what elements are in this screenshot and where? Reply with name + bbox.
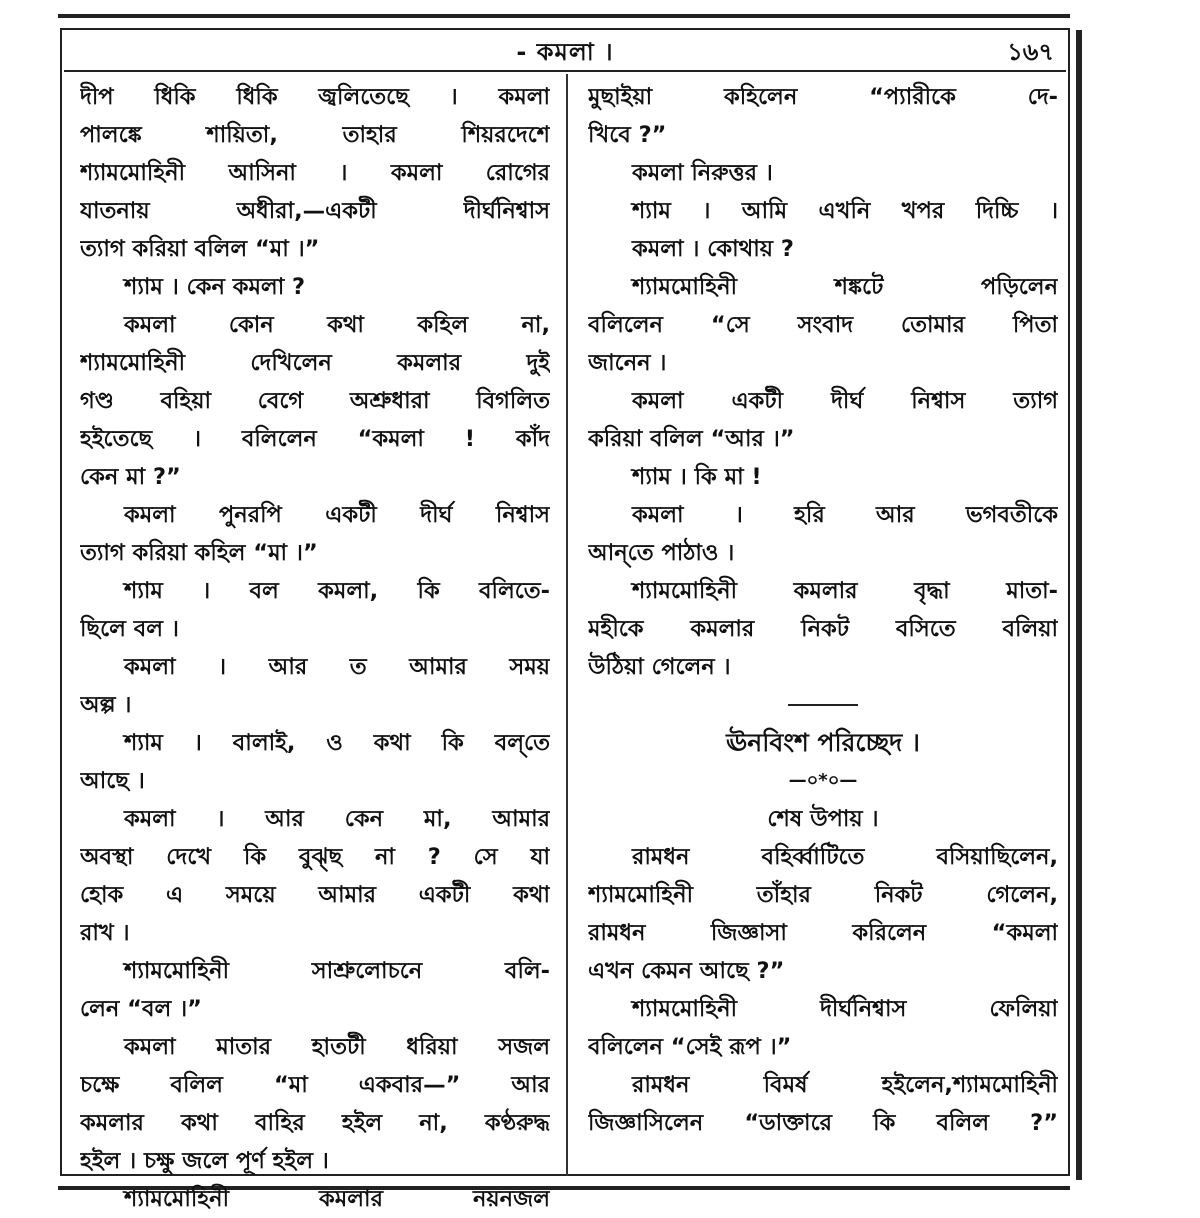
text-line: রাখ । [80, 920, 130, 946]
column-divider [566, 74, 568, 1176]
right-column [588, 78, 1058, 1142]
text-line: ছিলে বল । [80, 616, 179, 642]
text-line: কমলা মাতার হাতটী ধরিয়া সজল [124, 1034, 550, 1060]
text-line: হইল । চক্ষু জলে পূর্ণ হইল । [80, 1148, 329, 1174]
ornament: —০*০— [788, 770, 858, 791]
text-line: শ্যামমোহিনী তাঁহার নিকট গেলেন, [588, 882, 1058, 908]
text-line: রামধন বিমর্ষ হইলেন,শ্যামমোহিনী [632, 1072, 1058, 1098]
text-line: কমলা নিরুত্তর । [632, 160, 773, 186]
text-line: শ্যামমোহিনী দেখিলেন কমলার দুই [80, 350, 550, 376]
text-line: শ্যামমোহিনী শঙ্কটে পড়িলেন [632, 274, 1058, 300]
text-line: মুছাইয়া কহিলেন “প্যারীকে দে- [588, 84, 1058, 110]
text-line: জিজ্ঞাসিলেন “ডাক্তারে কি বলিল ?” [588, 1110, 1058, 1136]
text-line: পালঙ্কে শায়িতা, তাহার শিয়রদেশে [80, 122, 550, 148]
text-line: করিয়া বলিল “আর ।” [588, 426, 795, 452]
chapter-title: ঊনবিংশ পরিচ্ছেদ । [726, 728, 920, 757]
text-line: শ্যাম । আমি এখনি খপর দিচ্চি । [632, 198, 1058, 224]
section-title: শেষ উপায় । [767, 806, 879, 832]
text-line: কমলা । আর কেন মা, আমার [124, 806, 550, 832]
text-line: শ্যাম । বল কমলা, কি বলিতে- [124, 578, 550, 604]
text-line: ত্যাগ করিয়া বলিল “মা ।” [80, 236, 320, 262]
text-line: যাতনায় অধীরা,—একটী দীর্ঘনিশ্বাস [80, 198, 550, 224]
text-line: এখন কেমন আছে ?” [588, 958, 785, 984]
text-line: শ্যাম । বালাই, ও কথা কি বল্‌তে [124, 730, 550, 756]
text-line: কেন মা ?” [80, 464, 181, 490]
text-line: আন্‌তে পাঠাও । [588, 540, 735, 566]
text-line: উঠিয়া গেলেন । [588, 654, 731, 680]
text-line: জানেন । [588, 350, 667, 376]
text-line: কমলা কোন কথা কহিল না, [124, 312, 550, 338]
text-line: শ্যামমোহিনী সাশ্রুলোচনে বলি- [124, 958, 550, 984]
text-line: শ্যামমোহিনী দীর্ঘনিশ্বাস ফেলিয়া [632, 996, 1058, 1022]
text-line: বলিলেন “সেই রূপ ।” [588, 1034, 792, 1060]
text-line: শ্যাম । কি মা ! [632, 464, 762, 490]
running-head: - কমলা । [516, 38, 614, 66]
text-line: কমলা পুনরপি একটী দীর্ঘ নিশ্বাস [124, 502, 550, 528]
text-line: দীপ ধিকি ধিকি জ্বলিতেছে । কমলা [80, 84, 550, 110]
page-number: ১৬৭ [1007, 38, 1054, 66]
text-line: রামধন জিজ্ঞাসা করিলেন “কমলা [588, 920, 1058, 946]
text-line: গণ্ড বহিয়া বেগে অশ্রুধারা বিগলিত [80, 388, 550, 414]
text-line: কমলা । হরি আর ভগবতীকে [632, 502, 1058, 528]
left-column [80, 78, 550, 1218]
text-line: রামধন বহির্ব্বাটিতে বসিয়াছিলেন, [632, 844, 1058, 870]
text-line: ত্যাগ করিয়া কহিল “মা ।” [80, 540, 318, 566]
text-line: কমলা । আর ত আমার সময় [124, 654, 550, 680]
text-line: শ্যামমোহিনী কমলার বৃদ্ধা মাতা- [632, 578, 1058, 604]
text-line: আছে । [80, 768, 145, 794]
section-rule [788, 704, 858, 706]
text-line: অবস্থা দেখে কি বুঝ্‌ছ না ? সে যা [80, 844, 550, 870]
text-line: শ্যামমোহিনী কমলার নয়নজল [124, 1186, 550, 1212]
text-line: মহীকে কমলার নিকট বসিতে বলিয়া [588, 616, 1058, 642]
text-line: বলিলেন “সে সংবাদ তোমার পিতা [588, 312, 1058, 338]
text-line: চক্ষে বলিল “মা একবার—” আর [80, 1072, 550, 1098]
text-line: কমলা । কোথায় ? [632, 236, 794, 262]
text-line: খিবে ?” [588, 122, 667, 148]
binding-edge [1076, 30, 1082, 1180]
text-line: শ্যামমোহিনী আসিনা । কমলা রোগের [80, 160, 550, 186]
text-line: লেন “বল ।” [80, 996, 202, 1022]
text-line: শ্যাম । কেন কমলা ? [124, 274, 306, 300]
top-rule [58, 14, 1070, 18]
text-line: কমলার কথা বাহির হইল না, কণ্ঠরুদ্ধ [80, 1110, 550, 1136]
text-line: হইতেছে । বলিলেন “কমলা ! কাঁদ [80, 426, 550, 452]
page-header [64, 30, 1066, 72]
text-line: অল্প । [80, 692, 132, 718]
text-line: হোক এ সময়ে আমার একটী কথা [80, 882, 550, 908]
text-line: কমলা একটী দীর্ঘ নিশ্বাস ত্যাগ [632, 388, 1058, 414]
